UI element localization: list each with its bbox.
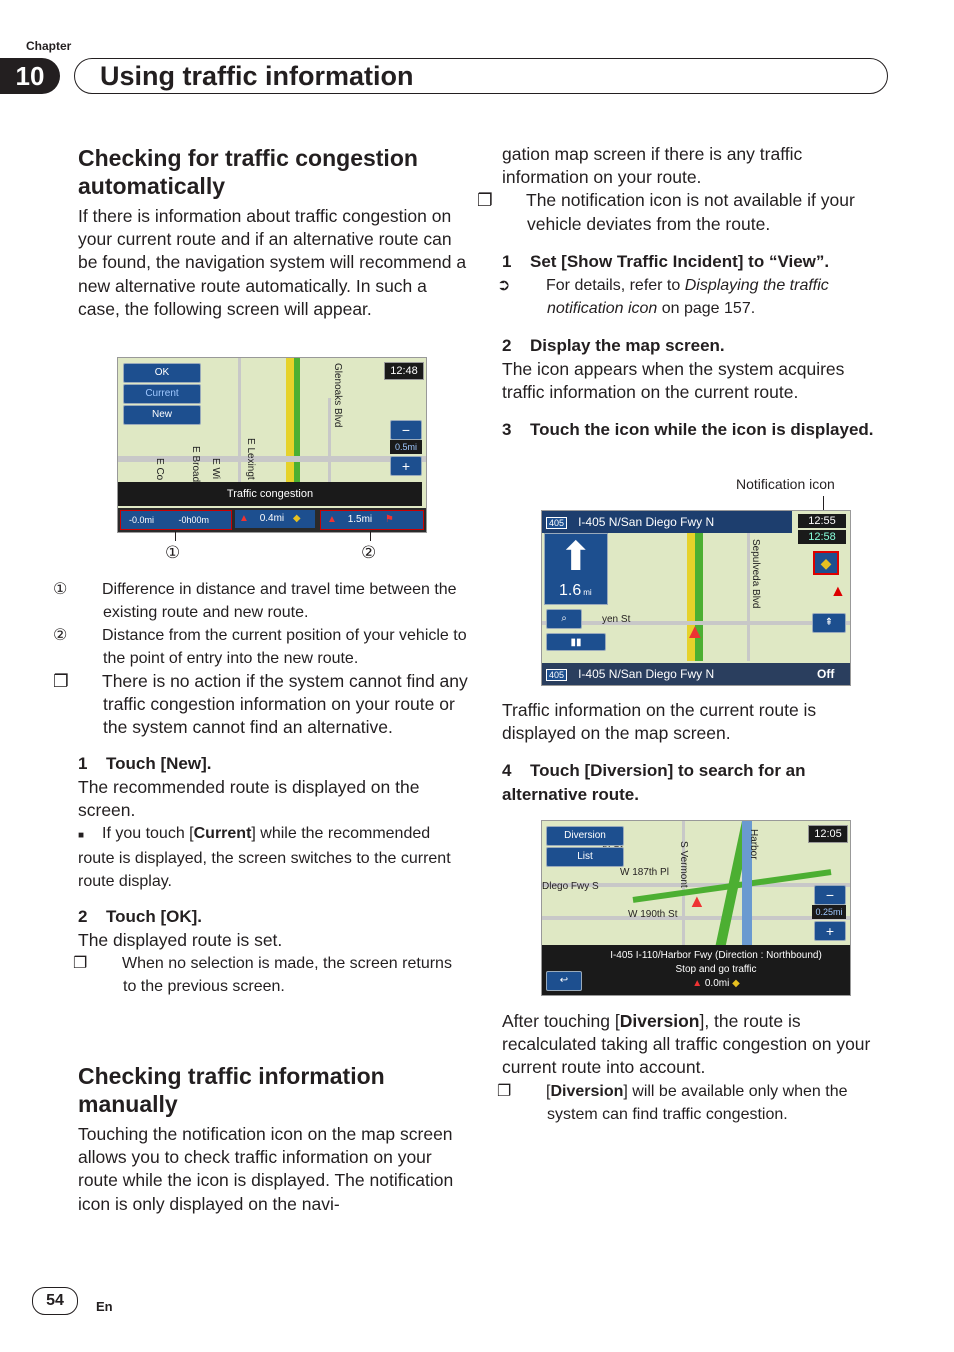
distance-a: 0.4mi	[259, 513, 285, 524]
section-title-manual: Checking traffic information manually	[78, 1063, 385, 1117]
turn-panel	[544, 533, 608, 605]
note-text: There is no action if the system cannot find any traffic congestion information on your route or the system cannot find an alternative.	[102, 671, 468, 738]
step-title: Touch [OK].	[106, 907, 202, 927]
warning-icon: ▲	[327, 514, 337, 525]
note-text: [	[546, 1082, 551, 1100]
distance-panel-a	[235, 510, 315, 528]
note-marker: ❐	[477, 190, 493, 211]
note-bold: Diversion	[550, 1082, 624, 1100]
notification-icon[interactable]: ◆	[813, 551, 839, 575]
clock: 12:05	[808, 825, 848, 843]
vehicle-position-icon: ▲	[688, 891, 706, 911]
street-line	[238, 358, 241, 488]
back-button[interactable]	[546, 971, 582, 991]
traffic-info-panel	[542, 945, 850, 995]
chapter-title: Using traffic information	[100, 61, 414, 91]
traffic-banner: Traffic congestion	[118, 482, 422, 506]
final-text-block	[497, 1010, 888, 1126]
congestion-screenshot	[117, 357, 427, 533]
note-marker: ❐	[497, 1082, 512, 1100]
flag-icon: ⚑	[384, 514, 394, 525]
info-line-1: I-405 I-110/Harbor Fwy (Direction : Northbound)	[610, 950, 822, 961]
callout-1: ①	[165, 543, 181, 562]
distance-panel-b	[320, 510, 424, 530]
diff-time: -0h00m	[178, 515, 210, 525]
info-bar	[118, 508, 426, 532]
street-label: E Wi	[210, 458, 221, 480]
info-text	[588, 949, 844, 991]
chapter-label: Chapter	[26, 39, 72, 53]
traffic-sign-icon: ◆	[292, 513, 301, 524]
map-screenshot	[541, 510, 851, 686]
distance-value: 1.6	[559, 582, 582, 599]
road-name-bottom: I-405 N/San Diego Fwy N	[578, 667, 715, 681]
step-note	[78, 822, 468, 893]
ok-button[interactable]: OK	[123, 363, 201, 383]
step-note	[73, 952, 468, 998]
note-text: on page 157.	[657, 299, 756, 317]
left-column	[78, 144, 468, 321]
street-label: S Vermont	[678, 841, 689, 888]
info-line-2: Stop and go traffic	[675, 964, 757, 975]
note-text: If you touch [	[102, 825, 194, 843]
note-text: For details, refer to	[546, 276, 685, 294]
road-name-top: I-405 N/San Diego Fwy N	[578, 515, 715, 529]
note-marker: ■	[78, 830, 85, 842]
zoom-in-button[interactable]: +	[814, 921, 846, 941]
street-label: W 187th Pl	[620, 867, 669, 878]
note-text: ] will be available only when the system can find traffic congestion.	[547, 1082, 848, 1123]
final-note	[497, 1080, 888, 1126]
step-title: Display the map screen.	[530, 335, 725, 355]
off-button[interactable]: Off	[817, 667, 835, 681]
right-column	[477, 143, 888, 442]
section-intro: Touching the notification icon on the map screen allows you to check traffic information on your route while the icon is displayed. The notification icon is only displayed on the navi-	[78, 1124, 454, 1214]
zoom-out-button[interactable]: −	[390, 420, 422, 440]
compass-icon: ▲	[830, 583, 846, 600]
distance-readout	[559, 582, 592, 600]
note-text: The notification icon is not available if your vehicle deviates from the route.	[526, 190, 855, 234]
zoom-out-button[interactable]: −	[814, 885, 846, 905]
step-heading	[78, 905, 468, 929]
route-line	[286, 358, 294, 488]
vehicle-position-icon: ▲	[685, 621, 705, 643]
back-arrow-icon: ↩	[559, 975, 569, 986]
clock-2: 12:58	[798, 530, 846, 544]
traffic-sign-icon: ◆	[732, 978, 740, 989]
step-number: 1	[78, 753, 88, 773]
chapter-number: 10	[0, 58, 60, 94]
map-menu-button[interactable]	[546, 609, 582, 629]
note-link-text: Displaying the traffic notification icon	[547, 276, 829, 317]
step-number: 4	[502, 761, 512, 780]
street-label: Glenoaks Blvd	[332, 363, 343, 428]
continued-text: gation map screen if there is any traffic information on your route.	[502, 144, 803, 188]
note-text: When no selection is made, the screen returns to the previous screen.	[122, 955, 452, 996]
notification-caption: Notification icon	[736, 476, 835, 492]
step-heading	[502, 250, 888, 274]
warning-icon: ▲	[692, 978, 703, 989]
step-number: 1	[502, 251, 512, 271]
diff-distance: -0.0mi	[129, 515, 155, 525]
note-text: ] while the recommended route is displayed, the screen switches to the current route display.	[78, 825, 451, 891]
final-text-bold: Diversion	[619, 1011, 700, 1031]
zoom-scale: 0.25mi	[812, 905, 846, 919]
new-button[interactable]: New	[123, 405, 201, 425]
street-label: Harbor	[748, 829, 759, 860]
step-heading	[502, 334, 888, 358]
distance-unit: mi	[583, 588, 592, 597]
straight-arrow-icon: ⬆	[559, 535, 593, 579]
step-heading	[78, 752, 468, 776]
section-intro: If there is information about traffic congestion on your current route and if an alternative route can be found, the navigation system will recommend a new alternative route automatically. In such a case, the following screen will appear.	[78, 206, 467, 319]
info-distance: 0.0mi	[704, 978, 730, 989]
difference-panel	[120, 510, 232, 530]
step-title: Touch [Diversion] to search for an alternative route.	[502, 761, 806, 804]
left-notes	[53, 578, 468, 998]
magnifier-icon: ⌕	[561, 613, 567, 624]
step-heading	[502, 759, 888, 807]
section-manual	[78, 1062, 468, 1216]
final-text-part: After touching [	[502, 1011, 620, 1031]
diversion-screenshot	[541, 820, 851, 996]
callout-line	[175, 531, 176, 541]
note-marker: ❐	[73, 955, 88, 973]
note-item	[53, 624, 468, 670]
list-button[interactable]: List	[546, 847, 624, 867]
info-distance-row	[588, 977, 844, 991]
traffic-status-button[interactable]	[546, 633, 606, 651]
step-body: The recommended route is displayed on the screen.	[78, 776, 420, 820]
bottom-road-bar	[542, 663, 850, 685]
clock-1: 12:55	[798, 514, 846, 528]
interstate-shield: 405	[546, 669, 567, 681]
alt-route-line	[294, 358, 300, 488]
step-number: 3	[502, 420, 512, 440]
callout-2: ②	[361, 543, 377, 562]
note-text: Distance from the current position of your vehicle to the point of entry into the new route.	[102, 627, 467, 667]
street-line	[328, 398, 331, 488]
note-item	[53, 670, 468, 740]
street-label: E Co	[154, 458, 165, 481]
step-title: Touch [New].	[106, 753, 212, 773]
note-marker: ➲	[497, 276, 511, 294]
street-label: Sepulveda Blvd	[750, 539, 761, 609]
note-marker: ①	[53, 581, 68, 598]
section-title-automatic: Checking for traffic congestion automatically	[78, 145, 418, 199]
note-item	[53, 578, 468, 624]
step-number: 2	[502, 335, 512, 355]
step-title: Touch the icon while the icon is displayed.	[530, 420, 874, 440]
page-number: 54	[32, 1287, 78, 1315]
zoom-scale: 0.5mi	[390, 440, 422, 454]
step-title: Set [Show Traffic Incident] to “View”.	[530, 251, 830, 271]
step-heading	[502, 418, 888, 442]
note-bold: Current	[193, 825, 252, 843]
north-up-button[interactable]: ⇞	[812, 613, 846, 633]
final-text-part: ], the route is recalculated taking all traffic congestion on your current route into account.	[502, 1011, 871, 1078]
street-label: yen St	[602, 614, 631, 625]
step-note	[497, 274, 888, 320]
language-label: En	[96, 1299, 113, 1314]
traffic-bar-icon: ▮▮	[570, 637, 582, 648]
step-body: The icon appears when the system acquires traffic information on the current route.	[502, 358, 845, 403]
road-name-bar	[542, 511, 792, 533]
street-label: E Broad	[190, 446, 201, 483]
step-body: The displayed route is set.	[78, 930, 283, 951]
warning-icon: ▲	[239, 513, 249, 524]
clock: 12:48	[384, 362, 424, 380]
zoom-in-button[interactable]: +	[390, 456, 422, 476]
after-screenshot-text: Traffic information on the current route is displayed on the map screen.	[502, 700, 817, 744]
interstate-shield: 405	[546, 517, 567, 529]
street-label: Dlego Fwy S	[542, 881, 599, 892]
street-label: W 190th St	[628, 909, 678, 920]
diversion-button[interactable]: Diversion	[546, 826, 624, 846]
callout-line	[370, 531, 371, 541]
step-number: 2	[78, 907, 88, 927]
street-label: E Lexingt	[245, 438, 256, 480]
note-marker: ❐	[53, 671, 69, 691]
note-marker: ②	[53, 627, 68, 644]
final-text	[502, 1010, 888, 1080]
current-button[interactable]: Current	[123, 384, 201, 404]
street-line	[542, 916, 850, 920]
note-text: Difference in distance and travel time between the existing route and new route.	[102, 581, 457, 621]
note-item	[477, 189, 888, 235]
distance-b: 1.5mi	[347, 514, 373, 525]
